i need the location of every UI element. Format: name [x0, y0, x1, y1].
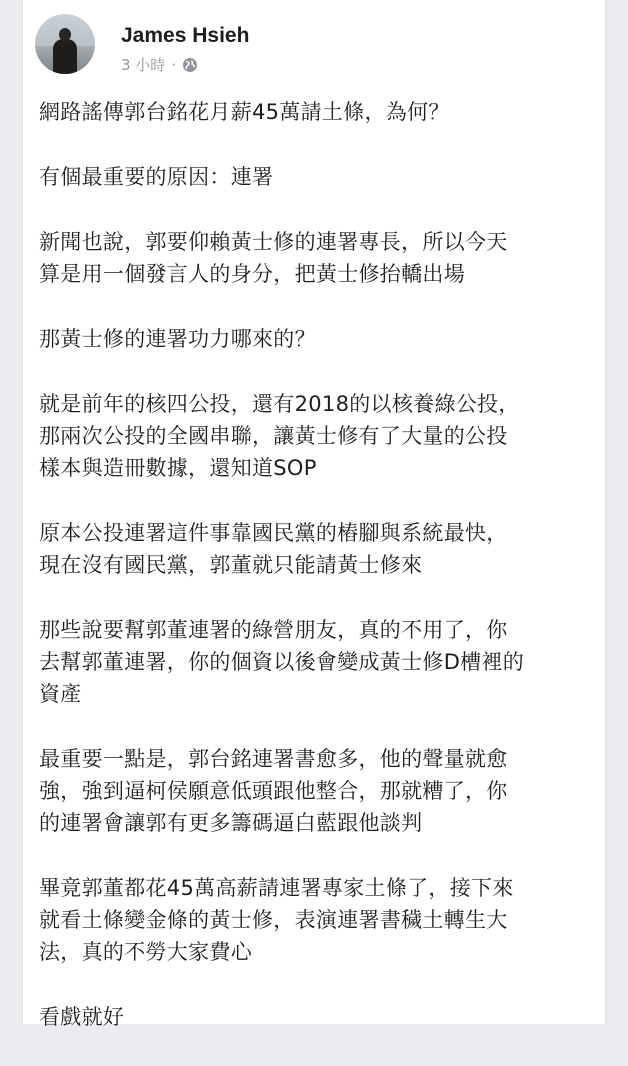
globe-icon[interactable]	[182, 57, 198, 73]
post-timestamp[interactable]: 3 小時	[121, 56, 166, 74]
post-paragraph: 新聞也說，郭要仰賴黃士修的連署專長，所以今天 算是用一個發言人的身分，把黃士修抬轎出場	[39, 230, 508, 286]
post-paragraph: 那黃士修的連署功力哪來的？	[39, 327, 316, 351]
post-paragraph: 就是前年的核四公投，還有2018的以核養綠公投， 那兩次公投的全國串聯，讓黃士修有了大量的公投 樣本與造冊數據，還知道SOP	[39, 392, 520, 480]
post-card	[22, 0, 606, 1029]
post-paragraph: 看戲就好	[39, 1005, 125, 1029]
post-paragraph: 畢竟郭董都花45萬高薪請連署專家土條了，接下來 就看土條變金條的黃士修，表演連署書穢土轉生大 法，真的不勞大家費心	[39, 876, 514, 964]
author-name[interactable]: James Hsieh	[121, 24, 250, 47]
avatar-person-head	[59, 28, 71, 41]
post-paragraph: 有個最重要的原因：連署	[39, 165, 274, 189]
avatar-person-body	[53, 39, 77, 74]
avatar[interactable]	[35, 14, 95, 74]
meta-separator: ·	[171, 55, 177, 74]
post-header	[35, 10, 595, 80]
post-paragraph: 那些說要幫郭董連署的綠營朋友，真的不用了，你 去幫郭董連署，你的個資以後會變成黃士修D槽裡的 資產	[39, 618, 525, 706]
post-meta	[121, 54, 198, 75]
post-paragraph: 網路謠傳郭台銘花月薪45萬請土條，為何？	[39, 100, 450, 124]
post-paragraph: 最重要一點是，郭台銘連署書愈多，他的聲量就愈 強，強到逼柯侯願意低頭跟他整合，那就糟了，你 的連署會讓郭有更多籌碼逼白藍跟他談判	[39, 747, 508, 835]
post-body	[39, 96, 599, 1066]
post-paragraph: 原本公投連署這件事靠國民黨的樁腳與系統最快， 現在沒有國民黨，郭董就只能請黃士修來	[39, 521, 508, 577]
